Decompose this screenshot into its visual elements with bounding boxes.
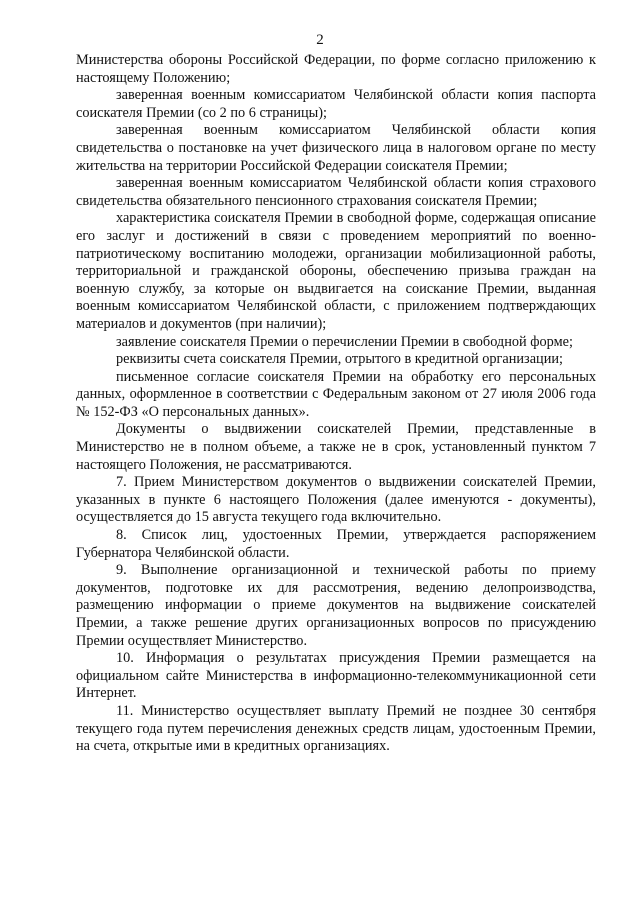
paragraph-item-11: 11. Министерство осуществляет выплату Премий не позднее 30 сентября текущего года путем перечисления денежных средств лицам, удостоенным Премии, на счета, открытые ими в кредитных организациях. — [76, 702, 596, 755]
page-number: 2 — [316, 32, 324, 48]
paragraph-personal-data-consent: письменное согласие соискателя Премии на обработку его персональных данных, оформленное в соответствии с Федеральным законом от 27 июля 2006 года № 152-ФЗ «О персональных данных». — [76, 368, 596, 420]
paragraph-pension-certificate-copy: заверенная военным комиссариатом Челябинской области копия страхового свидетельства обязательного пенсионного страхования соискателя Премии; — [76, 175, 596, 209]
paragraph-tax-certificate-copy: заверенная военным комиссариатом Челябинской области копия свидетельства о постановке на учет физического лица в налоговом органе по месту жительства на территории Российской Федерации соискателя Премии; — [76, 122, 596, 174]
paragraph-item-10: 10. Информация о результатах присуждения Премии размещается на официальном сайте Министерства в информационно-телекоммуникационной сети Интернет. — [76, 650, 596, 702]
paragraph-bank-details: реквизиты счета соискателя Премии, отрытого в кредитной организации; — [116, 351, 563, 368]
paragraph-passport-copy: заверенная военным комиссариатом Челябинской области копия паспорта соискателя Премии (со 2 по 6 страницы); — [76, 87, 596, 121]
paragraph-ministry-form: Министерства обороны Российской Федерации, по форме согласно приложению к настоящему Положению; — [76, 52, 596, 86]
paragraph-application: заявление соискателя Премии о перечислении Премии в свободной форме; — [116, 333, 573, 350]
document-body — [76, 52, 596, 756]
paragraph-characteristic: характеристика соискателя Премии в свободной форме, содержащая описание его заслуг и достижений в связи с проведением мероприятий по военно-патриотическому воспитанию молодежи, организации мобилизационной работы, территориальной и гражданской обороны, обеспечению призыва граждан на военную службу, за которые он выдвигается на соискание Премии, выданная военным комиссариатом Челябинской области, с приложением подтверждающих материалов и документов (при наличии); — [76, 210, 596, 332]
paragraph-item-8: 8. Список лиц, удостоенных Премии, утверждается распоряжением Губернатора Челябинской области. — [76, 527, 596, 561]
paragraph-item-7: 7. Прием Министерством документов о выдвижении соискателей Премии, указанных в пункте 6 настоящего Положения (далее именуются - документы), осуществляется до 15 августа текущего года включительно. — [76, 474, 596, 526]
paragraph-item-9: 9. Выполнение организационной и технической работы по приему документов, подготовке их для рассмотрения, ведению делопроизводства, размещению информации о приеме документов на выдвижение соискателей Премии, а также решение других организационных вопросов по присуждению Премии осуществляет Министерство. — [76, 562, 596, 649]
paragraph-incomplete-documents: Документы о выдвижении соискателей Премии, представленные в Министерство не в полном объеме, а также не в срок, установленный пунктом 7 настоящего Положения, не рассматриваются. — [76, 421, 596, 473]
